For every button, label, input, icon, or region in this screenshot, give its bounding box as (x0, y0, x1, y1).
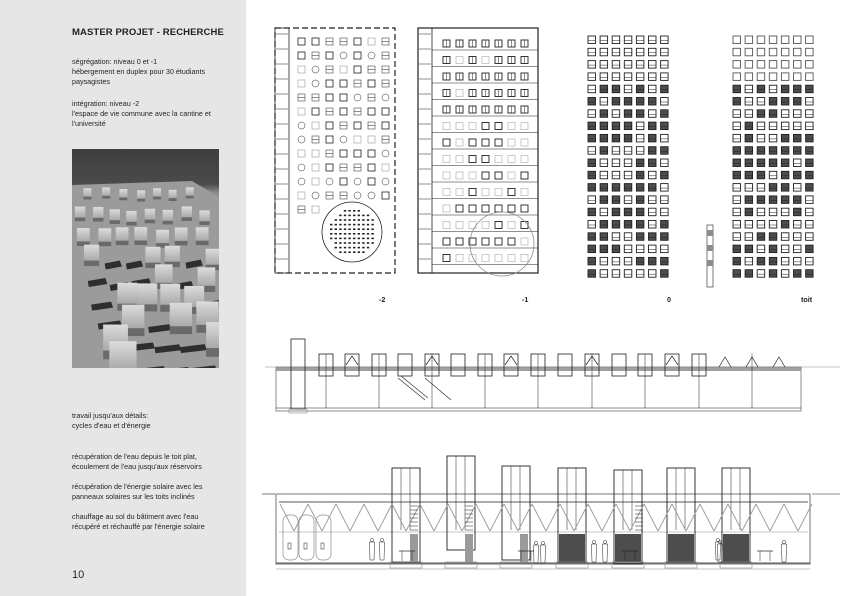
segregation-line-1: hébergement en duplex pour 30 étudiants (72, 67, 206, 76)
details-heading (72, 411, 242, 431)
solar-line-2: panneaux solaires sur les toits inclinés (72, 492, 195, 501)
details-heading-line-1: travail jusqu'aux détails: (72, 411, 149, 420)
segregation-line-2: paysagistes (72, 77, 110, 86)
water-line-1: récupération de l'eau depuis le toit plat, (72, 452, 197, 461)
integration-line-2: l'université (72, 119, 106, 128)
integration-text (72, 99, 242, 129)
model-photo (72, 149, 219, 368)
plan-level-minus-1 (418, 28, 538, 276)
floor-heating-text (72, 512, 242, 532)
heating-line-2: récupéré et réchauffé par l'énergie solaire (72, 522, 205, 531)
segregation-text (72, 57, 242, 87)
heating-line-1: chauffage au sol du bâtiment avec l'eau (72, 512, 199, 521)
plan-label-roof: toit (801, 295, 813, 304)
water-line-2: écoulement de l'eau jusqu'aux réservoirs (72, 462, 202, 471)
segregation-heading: ségrégation: niveau 0 et -1 (72, 57, 158, 66)
integration-heading: intégration: niveau -2 (72, 99, 140, 108)
section-upper (265, 339, 840, 413)
solar-line-1: récupération de l'énergie solaire avec les (72, 482, 203, 491)
stair-strip (707, 225, 713, 287)
plan-level-minus-2 (275, 28, 395, 273)
plan-label-0: 0 (667, 295, 671, 304)
plan-level-0 (588, 36, 668, 277)
plan-label-minus-1: -1 (522, 295, 529, 304)
plan-level-roof (733, 36, 813, 277)
solar-energy-text (72, 482, 242, 502)
plan-label-minus-2: -2 (379, 295, 386, 304)
sidebar-panel (0, 0, 246, 596)
page-number: 10 (72, 569, 85, 581)
section-lower (262, 456, 840, 569)
integration-line-1: l'espace de vie commune avec la cantine et (72, 109, 211, 118)
details-heading-line-2: cycles d'eau et d'énergie (72, 421, 151, 430)
architectural-drawings (246, 0, 842, 596)
water-cycle-text (72, 452, 242, 472)
sheet-title: MASTER PROJET - RECHERCHE (72, 27, 224, 38)
